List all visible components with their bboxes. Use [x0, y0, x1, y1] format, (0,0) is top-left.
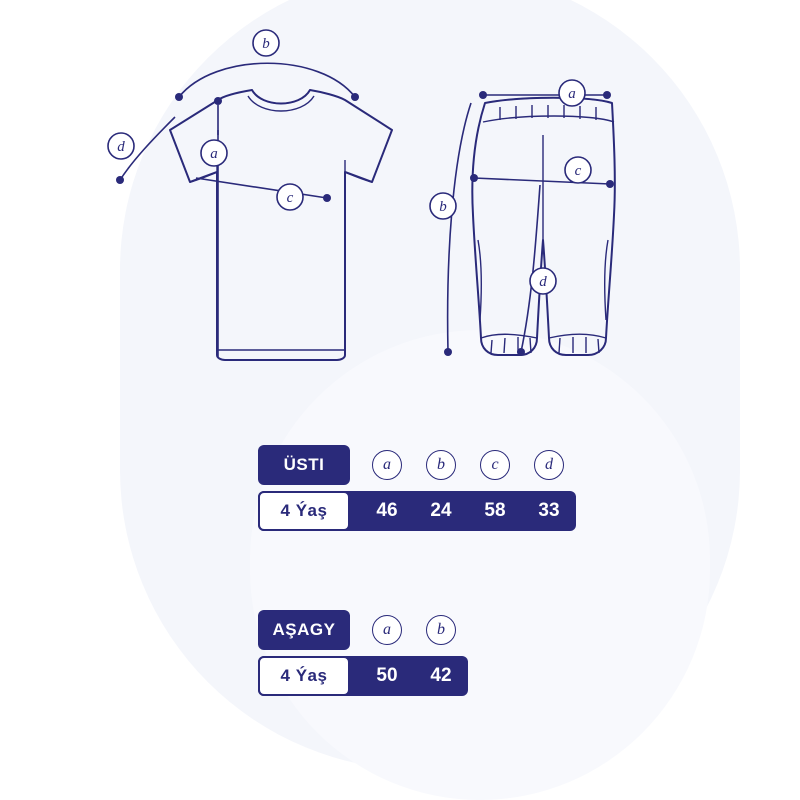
lower-row-size: 4 Ýaş [258, 656, 350, 696]
label-a-trousers: a [568, 86, 576, 102]
label-a-tshirt: a [210, 146, 218, 162]
row-spacer [350, 656, 360, 696]
header-spacer [350, 445, 360, 485]
column-c: c [468, 450, 522, 480]
header-spacer [350, 610, 360, 650]
label-b-tshirt: b [262, 36, 270, 52]
lower-row-values [360, 656, 468, 696]
upper-row-values [360, 491, 576, 531]
trousers-graphic [430, 80, 615, 356]
value-a: 46 [376, 500, 398, 521]
label-c-tshirt: c [286, 190, 294, 206]
upper-table-columns [360, 445, 576, 485]
column-a: a [360, 450, 414, 480]
label-b-trousers: b [439, 199, 447, 215]
lower-size-table [258, 610, 468, 696]
lower-table-title: AŞAGY [258, 610, 350, 650]
column-b: b [414, 615, 468, 645]
value-a: 50 [376, 665, 398, 686]
column-b: b [414, 450, 468, 480]
label-c-trousers: c [574, 163, 582, 179]
upper-size-table [258, 445, 576, 531]
value-b: 42 [430, 665, 452, 686]
tshirt-graphic [108, 30, 392, 360]
table-row [258, 491, 576, 531]
upper-row-size: 4 Ýaş [258, 491, 350, 531]
label-d-tshirt: d [117, 139, 125, 155]
label-d-trousers: d [539, 274, 547, 290]
column-a: a [360, 615, 414, 645]
upper-table-header-row [258, 445, 576, 485]
table-row [258, 656, 468, 696]
row-spacer [350, 491, 360, 531]
value-b: 24 [430, 500, 452, 521]
upper-table-title: ÜSTI [258, 445, 350, 485]
value-c: 58 [484, 500, 506, 521]
column-d: d [522, 450, 576, 480]
lower-table-columns [360, 610, 468, 650]
lower-table-header-row [258, 610, 468, 650]
value-d: 33 [538, 500, 560, 521]
